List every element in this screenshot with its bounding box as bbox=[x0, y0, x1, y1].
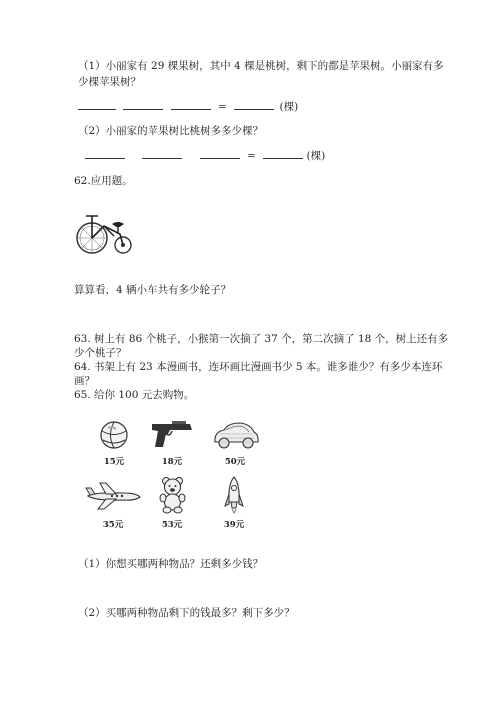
toy-gun-icon bbox=[150, 419, 194, 449]
item-price-6: 39元 bbox=[223, 520, 245, 530]
p65-title: 65. 给你 100 元去购物。 bbox=[74, 389, 195, 401]
toy-car-icon bbox=[212, 420, 260, 450]
ball-icon bbox=[98, 420, 130, 450]
q1-blank-1[interactable] bbox=[78, 99, 116, 110]
p65-sub1: （1）你想买哪两种物品？还剩多少钱？ bbox=[78, 558, 264, 570]
q2-line1: （2）小丽家的苹果树比桃树多多少棵？ bbox=[78, 125, 264, 137]
q1-equals: = bbox=[218, 101, 227, 113]
item-price-2: 18元 bbox=[161, 457, 183, 467]
q1-blank-2[interactable] bbox=[123, 99, 163, 110]
teddy-bear-icon bbox=[158, 476, 188, 514]
p62-title: 62.应用题。 bbox=[74, 175, 133, 187]
q1-unit: (棵) bbox=[279, 101, 299, 113]
p62-question: 算算看，4 辆小车共有多少轮子？ bbox=[74, 284, 232, 296]
q2-equals: = bbox=[247, 150, 256, 162]
q2-blank-2[interactable] bbox=[142, 148, 182, 159]
tricycle-icon bbox=[74, 208, 136, 256]
q1-line2: 少棵苹果树？ bbox=[78, 76, 141, 88]
item-price-5: 53元 bbox=[161, 520, 183, 530]
q1-line1: （1）小丽家有 29 棵果树，其中 4 棵是桃树，剩下的都是苹果树。小丽家有多 bbox=[78, 60, 444, 72]
p64-line1: 64. 书架上有 23 本漫画书，连环画比漫画书少 5 本。谁多谁少？有多少本连环 bbox=[74, 361, 443, 373]
q2-blank-3[interactable] bbox=[200, 148, 240, 159]
q2-answer-blank[interactable] bbox=[263, 148, 303, 159]
q2-blank-1[interactable] bbox=[85, 148, 125, 159]
p65-sub2: （2）买哪两种物品剩下的钱最多？剩下多少？ bbox=[78, 607, 295, 619]
q1-blank-3[interactable] bbox=[171, 99, 211, 110]
p63-line2: 少个桃子？ bbox=[74, 347, 127, 359]
item-price-4: 35元 bbox=[102, 520, 124, 530]
p64-line2: 画？ bbox=[74, 375, 95, 387]
toy-plane-icon bbox=[84, 480, 142, 512]
q2-unit: (棵) bbox=[306, 150, 326, 162]
item-price-1: 15元 bbox=[103, 457, 125, 467]
q1-answer-blank[interactable] bbox=[234, 99, 274, 110]
p63-line1: 63. 树上有 86 个桃子，小猴第一次摘了 37 个，第二次摘了 18 个，树上还有多 bbox=[74, 333, 449, 345]
q2-equation bbox=[85, 148, 325, 163]
q1-equation bbox=[78, 99, 298, 114]
item-price-3: 50元 bbox=[224, 457, 246, 467]
toy-rocket-icon bbox=[224, 476, 244, 514]
